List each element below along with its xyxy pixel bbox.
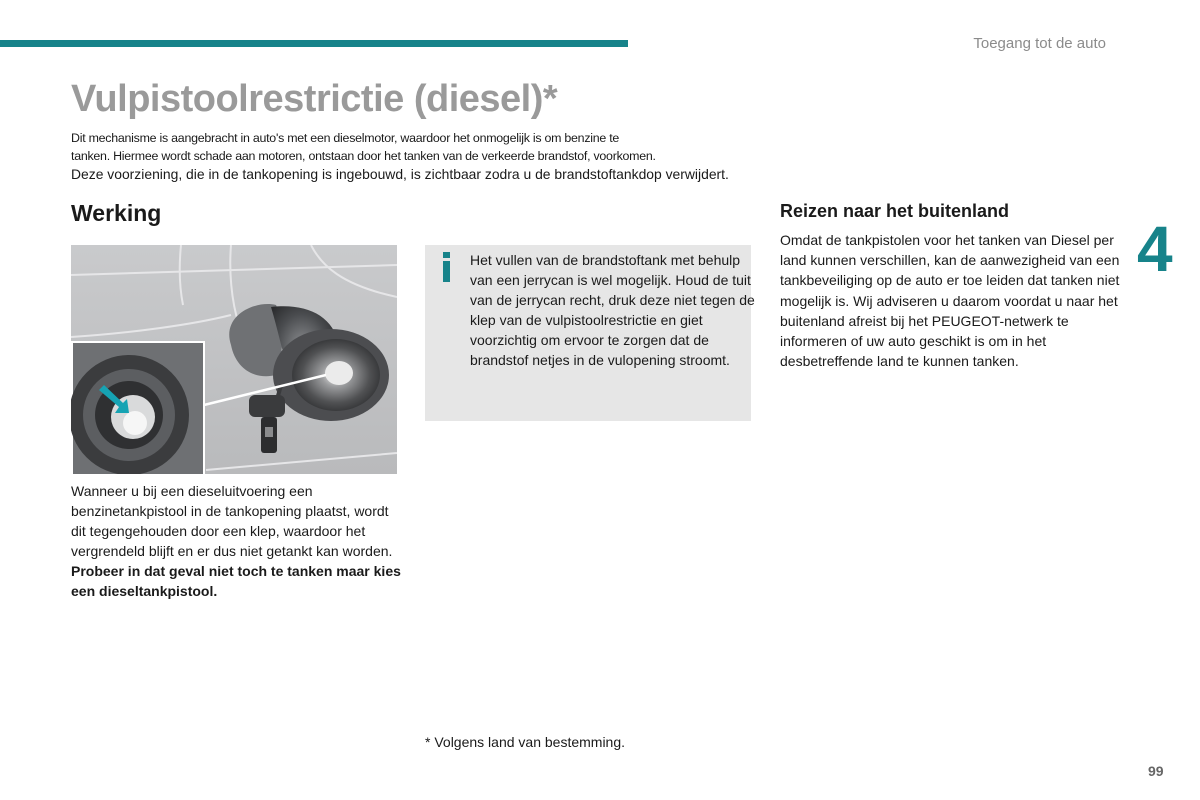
werking-heading: Werking [71,200,162,226]
info-text: Het vullen van de brandstoftank met behulp van een jerrycan is wel mogelijk. Houd de tuit van de jerrycan recht, druk deze niet tegen de klep van de vulpistoolrestrictie en giet voorzichtig om ervoor te zorgen dat de brandstof netjes in de vulopening stroomt. [470,252,755,368]
werking-paragraph: Wanneer u bij een dieseluitvoering een benzinetankpistool in de tankopening plaatst, wordt dit tegengehouden door een klep, waardoor het vergrendeld blijft en er dus niet getankt kan worden. [71,483,393,559]
page-number: 99 [1148,763,1164,779]
page-title: Vulpistoolrestrictie (diesel)* [71,78,558,120]
intro-line: tanken. Hiermee wordt schade aan motoren, ontstaan door het tanken van de verkeerde brandstof, voorkomen. [71,149,656,163]
info-icon [439,252,455,282]
werking-body [71,481,406,601]
header-accent-bar [0,40,628,47]
intro-line: Dit mechanisme is aangebracht in auto's met een dieselmotor, waardoor het onmogelijk is om benzine te [71,131,620,145]
abroad-body: Omdat de tankpistolen voor het tanken van Diesel per land kunnen verschillen, kan de aanwezigheid van een tankbeveiliging op de auto er toe leiden dat tanken niet mogelijk is. Wij adviseren u daarom voordat u naar het buitenland afreist bij het PEUGEOT-netwerk te informeren of uw auto geschikt is om in het desbetreffende land te kunnen tanken. [780,232,1120,370]
fuel-filler-illustration [71,245,397,474]
chapter-number: 4 [1137,213,1173,285]
footnote: * Volgens land van bestemming. [425,734,626,750]
intro-line: Deze voorziening, die in de tankopening is ingebouwd, is zichtbaar zodra u de brandstoftankdop verwijdert. [71,166,729,182]
werking-warning: Probeer in dat geval niet toch te tanken maar kies een dieseltankpistool. [71,563,401,599]
intro-paragraph [71,129,761,183]
section-header: Toegang tot de auto [973,35,1106,52]
info-box [425,245,755,421]
abroad-heading: Reizen naar het buitenland [780,201,1010,221]
